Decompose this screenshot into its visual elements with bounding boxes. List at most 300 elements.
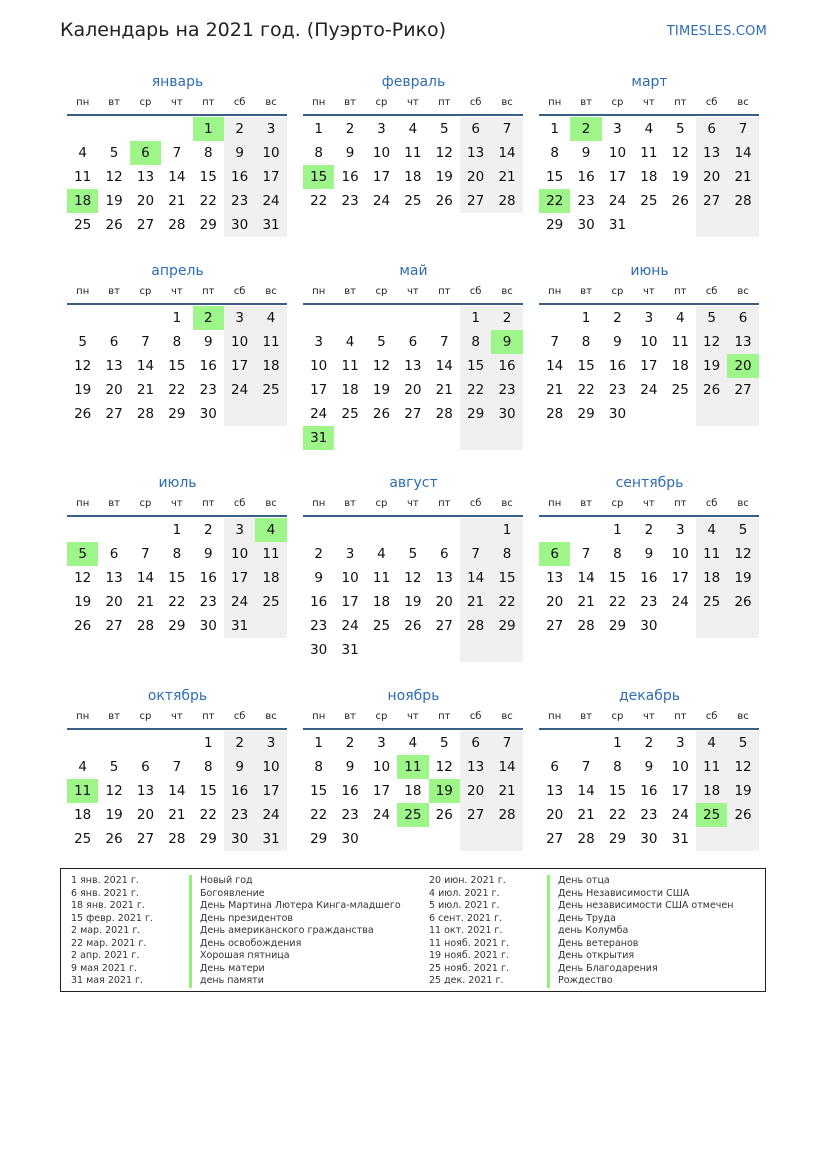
day-cell: 9 — [644, 759, 654, 775]
day-cell: 18 — [372, 594, 391, 610]
month-name: декабрь — [618, 688, 681, 704]
day-cell: 16 — [310, 594, 328, 610]
month-name: август — [389, 475, 438, 491]
day-cell: 25 — [255, 590, 286, 614]
day-cell: 21 — [168, 807, 186, 823]
month-4 — [67, 261, 288, 426]
day-cell: 29 — [608, 831, 627, 847]
day-cell: 8 — [613, 759, 622, 775]
month-name: февраль — [381, 74, 446, 90]
day-cell: 11 — [255, 542, 286, 566]
day-cell: 2 — [203, 522, 213, 538]
day-cell: 3 — [675, 522, 685, 538]
weekday-label: ср — [611, 97, 624, 108]
weekday-label: вт — [580, 711, 592, 722]
day-cell: 19 — [696, 354, 727, 378]
empty-cell — [727, 827, 758, 851]
day-cell: 19 — [727, 566, 758, 590]
day-cell: 17 — [224, 354, 255, 378]
day-cell: 29 — [310, 831, 328, 847]
day-cell: 11 — [74, 169, 92, 185]
weekday-label: чт — [407, 97, 419, 108]
empty-cell — [429, 426, 460, 450]
day-cell: 20 — [136, 193, 155, 209]
day-cell: 2 — [644, 522, 654, 538]
empty-cell — [98, 306, 129, 330]
empty-cell — [727, 402, 758, 426]
day-cell: 27 — [546, 618, 564, 634]
day-cell: 18 — [255, 566, 286, 590]
empty-cell — [334, 426, 365, 450]
holiday-day-cell: 25 — [696, 803, 727, 827]
day-cell: 17 — [255, 779, 286, 803]
day-cell: 16 — [224, 779, 255, 803]
day-cell: 26 — [727, 590, 758, 614]
day-cell: 20 — [460, 779, 491, 803]
day-cell: 4 — [345, 334, 355, 350]
header-divider — [303, 303, 523, 305]
day-cell: 9 — [224, 755, 255, 779]
day-cell: 6 — [109, 334, 119, 350]
day-cell: 18 — [404, 783, 422, 799]
weekday-label: вт — [344, 498, 356, 509]
day-cell: 18 — [74, 807, 92, 823]
month-name: октябрь — [147, 688, 208, 704]
empty-cell — [98, 731, 129, 755]
day-cell: 24 — [341, 618, 359, 634]
holiday-date: 9 мая 2021 г. — [71, 962, 137, 974]
weekday-label: сб — [705, 498, 718, 509]
day-cell: 16 — [640, 570, 658, 586]
day-cell: 21 — [136, 382, 155, 398]
empty-cell — [161, 117, 192, 141]
day-cell: 25 — [74, 831, 92, 847]
day-cell: 12 — [74, 358, 92, 374]
day-cell: 17 — [372, 783, 391, 799]
day-cell: 4 — [675, 310, 685, 326]
day-cell: 15 — [460, 354, 491, 378]
day-cell: 1 — [172, 310, 182, 326]
month-3 — [539, 72, 760, 237]
weekday-label: вт — [344, 711, 356, 722]
day-cell: 5 — [696, 306, 727, 330]
empty-cell — [665, 614, 696, 638]
day-cell: 30 — [341, 831, 359, 847]
day-cell: 7 — [550, 334, 559, 350]
day-cell: 9 — [224, 141, 255, 165]
holiday-date: 19 нояб. 2021 г. — [429, 950, 509, 961]
weekday-label: пт — [438, 286, 451, 297]
weekday-label: чт — [407, 711, 419, 722]
day-cell: 12 — [435, 145, 453, 161]
day-cell: 28 — [460, 614, 491, 638]
weekday-label: вс — [265, 711, 277, 722]
legend-row — [71, 912, 293, 926]
empty-cell — [130, 306, 161, 330]
day-cell: 25 — [671, 382, 689, 398]
day-cell: 8 — [203, 145, 213, 161]
day-cell: 22 — [491, 590, 522, 614]
day-cell: 12 — [671, 145, 689, 161]
day-cell: 10 — [224, 330, 255, 354]
day-cell: 10 — [341, 570, 359, 586]
day-cell: 8 — [172, 334, 182, 350]
weekday-label: вс — [501, 498, 513, 509]
day-cell: 13 — [696, 141, 727, 165]
day-cell: 21 — [491, 165, 522, 189]
weekday-label: чт — [171, 97, 183, 108]
day-cell: 26 — [74, 406, 92, 422]
weekday-label: вс — [737, 711, 749, 722]
day-cell: 17 — [671, 783, 689, 799]
day-cell: 5 — [109, 145, 119, 161]
day-cell: 7 — [460, 542, 491, 566]
weekday-label: пн — [548, 286, 562, 297]
weekday-label: сб — [469, 97, 482, 108]
weekday-label: чт — [171, 498, 183, 509]
day-cell: 22 — [168, 594, 186, 610]
day-cell: 31 — [671, 831, 689, 847]
empty-cell — [539, 731, 570, 755]
weekday-label: пт — [674, 97, 687, 108]
day-cell: 7 — [172, 759, 182, 775]
empty-cell — [633, 213, 664, 237]
day-cell: 24 — [255, 189, 286, 213]
day-cell: 3 — [644, 310, 654, 326]
day-cell: 24 — [671, 807, 689, 823]
day-cell: 20 — [546, 807, 564, 823]
day-cell: 19 — [105, 193, 123, 209]
day-cell: 19 — [404, 594, 422, 610]
empty-cell — [491, 827, 522, 851]
day-cell: 26 — [435, 807, 453, 823]
day-cell: 29 — [491, 614, 522, 638]
day-cell: 16 — [577, 169, 595, 185]
day-cell: 24 — [255, 803, 286, 827]
empty-cell — [570, 518, 601, 542]
legend-row — [429, 900, 734, 913]
day-cell: 19 — [435, 169, 453, 185]
day-cell: 25 — [640, 193, 658, 209]
day-cell: 3 — [377, 735, 386, 751]
day-cell: 18 — [696, 779, 727, 803]
day-cell: 8 — [491, 542, 522, 566]
day-cell: 11 — [404, 145, 422, 161]
day-cell: 13 — [727, 330, 758, 354]
day-cell: 10 — [608, 145, 627, 161]
day-cell: 19 — [727, 779, 758, 803]
month-name: май — [399, 263, 428, 279]
day-cell: 10 — [224, 542, 255, 566]
day-cell: 8 — [613, 546, 622, 562]
weekday-label: ср — [611, 286, 624, 297]
weekday-label: вс — [265, 97, 277, 108]
weekday-label: сб — [705, 286, 718, 297]
day-cell: 19 — [74, 594, 92, 610]
empty-cell — [727, 614, 758, 638]
day-cell: 14 — [460, 566, 491, 590]
day-cell: 7 — [581, 759, 591, 775]
holiday-name: Богоявление — [189, 888, 265, 901]
holiday-day-cell: 2 — [570, 117, 601, 141]
holiday-name: день Колумба — [547, 925, 628, 938]
day-cell: 29 — [168, 618, 186, 634]
day-cell: 12 — [696, 330, 727, 354]
day-cell: 27 — [404, 406, 422, 422]
day-cell: 23 — [199, 594, 217, 610]
day-cell: 1 — [550, 121, 559, 137]
weekday-label: ср — [139, 711, 152, 722]
day-cell: 9 — [644, 546, 654, 562]
holiday-name: День Мартина Лютера Кинга-младшего — [189, 900, 401, 913]
day-cell: 11 — [696, 542, 727, 566]
day-cell: 30 — [608, 406, 627, 422]
day-cell: 25 — [255, 378, 286, 402]
day-cell: 17 — [255, 165, 286, 189]
legend-row — [429, 912, 616, 926]
holiday-name: День американского гражданства — [189, 925, 374, 938]
weekday-label: пн — [76, 97, 90, 108]
day-cell: 17 — [671, 570, 689, 586]
day-cell: 28 — [136, 406, 155, 422]
header-divider — [539, 303, 759, 305]
day-cell: 6 — [696, 117, 727, 141]
day-cell: 29 — [608, 618, 627, 634]
month-1 — [67, 72, 288, 237]
day-cell: 21 — [491, 779, 522, 803]
site-link[interactable]: TIMESLES.COM — [666, 24, 767, 39]
legend-row — [429, 950, 635, 963]
day-cell: 8 — [314, 145, 323, 161]
day-cell: 17 — [372, 169, 391, 185]
empty-cell — [334, 306, 365, 330]
empty-cell — [98, 518, 129, 542]
holiday-date: 11 окт. 2021 г. — [429, 925, 503, 936]
day-cell: 15 — [546, 169, 564, 185]
day-cell: 12 — [727, 542, 758, 566]
day-cell: 30 — [640, 831, 658, 847]
day-cell: 27 — [460, 189, 491, 213]
day-cell: 22 — [199, 807, 217, 823]
day-cell: 28 — [168, 831, 186, 847]
day-cell: 24 — [224, 590, 255, 614]
month-name: ноябрь — [387, 688, 440, 704]
weekday-label: ср — [139, 286, 152, 297]
day-cell: 11 — [372, 570, 391, 586]
weekday-label: пт — [438, 97, 451, 108]
weekday-label: пт — [202, 498, 215, 509]
day-cell: 6 — [727, 306, 758, 330]
day-cell: 19 — [372, 382, 391, 398]
day-cell: 14 — [491, 755, 522, 779]
day-cell: 30 — [491, 402, 522, 426]
day-cell: 14 — [136, 570, 155, 586]
empty-cell — [397, 518, 428, 542]
month-2 — [303, 72, 524, 213]
weekday-label: чт — [407, 498, 419, 509]
day-cell: 14 — [577, 570, 595, 586]
day-cell: 6 — [439, 546, 449, 562]
day-cell: 30 — [224, 213, 255, 237]
day-cell: 12 — [404, 570, 422, 586]
day-cell: 21 — [727, 165, 758, 189]
day-cell: 26 — [727, 803, 758, 827]
holiday-day-cell: 31 — [303, 426, 334, 450]
day-cell: 22 — [608, 807, 627, 823]
day-cell: 18 — [696, 566, 727, 590]
empty-cell — [397, 827, 428, 851]
weekday-label: вс — [265, 498, 277, 509]
weekday-label: сб — [705, 97, 718, 108]
day-cell: 14 — [435, 358, 453, 374]
day-cell: 6 — [109, 546, 119, 562]
day-cell: 10 — [671, 546, 689, 562]
day-cell: 23 — [224, 189, 255, 213]
day-cell: 27 — [136, 217, 155, 233]
day-cell: 15 — [577, 358, 595, 374]
day-cell: 24 — [372, 193, 391, 209]
weekday-label: пн — [548, 498, 562, 509]
day-cell: 15 — [199, 169, 217, 185]
weekday-label: пн — [312, 286, 326, 297]
holiday-name: День президентов — [189, 913, 293, 926]
day-cell: 4 — [696, 518, 727, 542]
day-cell: 26 — [74, 618, 92, 634]
day-cell: 5 — [78, 334, 87, 350]
empty-cell — [429, 638, 460, 662]
day-cell: 1 — [172, 522, 182, 538]
day-cell: 1 — [460, 306, 491, 330]
empty-cell — [303, 518, 334, 542]
day-cell: 25 — [696, 590, 727, 614]
weekday-label: ср — [139, 97, 152, 108]
day-cell: 12 — [74, 570, 92, 586]
day-cell: 17 — [608, 169, 627, 185]
weekday-label: вт — [108, 286, 120, 297]
day-cell: 5 — [675, 121, 685, 137]
day-cell: 7 — [439, 334, 449, 350]
weekday-label: вт — [580, 286, 592, 297]
holiday-legend — [60, 868, 766, 992]
holiday-date: 25 нояб. 2021 г. — [429, 962, 509, 974]
empty-cell — [727, 213, 758, 237]
day-cell: 20 — [105, 382, 123, 398]
day-cell: 26 — [105, 217, 123, 233]
day-cell: 20 — [435, 594, 453, 610]
month-5 — [303, 261, 524, 450]
day-cell: 18 — [341, 382, 359, 398]
day-cell: 1 — [613, 522, 622, 538]
day-cell: 15 — [310, 783, 328, 799]
weekday-label: вт — [344, 97, 356, 108]
day-cell: 16 — [491, 354, 522, 378]
weekday-label: вт — [580, 498, 592, 509]
empty-cell — [491, 638, 522, 662]
weekday-label: пт — [674, 498, 687, 509]
empty-cell — [460, 518, 491, 542]
day-cell: 13 — [460, 755, 491, 779]
weekday-label: сб — [233, 498, 246, 509]
holiday-date: 20 июн. 2021 г. — [429, 875, 506, 886]
day-cell: 28 — [727, 189, 758, 213]
holiday-date: 2 апр. 2021 г. — [71, 950, 140, 961]
day-cell: 29 — [460, 402, 491, 426]
day-cell: 25 — [404, 193, 422, 209]
day-cell: 3 — [675, 735, 685, 751]
day-cell: 3 — [613, 121, 622, 137]
day-cell: 8 — [203, 759, 213, 775]
month-name: март — [631, 74, 668, 90]
day-cell: 5 — [439, 121, 449, 137]
holiday-name: День Труда — [547, 913, 616, 926]
day-cell: 22 — [608, 594, 627, 610]
day-cell: 17 — [224, 566, 255, 590]
day-cell: 16 — [640, 783, 658, 799]
holiday-day-cell: 20 — [727, 354, 758, 378]
day-cell: 5 — [377, 334, 386, 350]
day-cell: 3 — [255, 731, 286, 755]
day-cell: 2 — [644, 735, 654, 751]
day-cell: 1 — [491, 518, 522, 542]
holiday-day-cell: 19 — [429, 779, 460, 803]
day-cell: 7 — [491, 117, 522, 141]
header-divider — [67, 728, 287, 730]
legend-row — [429, 962, 658, 976]
empty-cell — [429, 306, 460, 330]
weekday-label: сб — [469, 286, 482, 297]
holiday-date: 11 нояб. 2021 г. — [429, 937, 509, 949]
holiday-day-cell: 25 — [397, 803, 428, 827]
weekday-label: вс — [501, 711, 513, 722]
day-cell: 13 — [435, 570, 453, 586]
day-cell: 2 — [491, 306, 522, 330]
day-cell: 27 — [435, 618, 453, 634]
day-cell: 4 — [255, 306, 286, 330]
holiday-day-cell: 11 — [397, 755, 428, 779]
holiday-date: 1 янв. 2021 г. — [71, 875, 139, 886]
weekday-label: пн — [312, 97, 326, 108]
day-cell: 11 — [341, 358, 359, 374]
day-cell: 27 — [460, 803, 491, 827]
day-cell: 15 — [199, 783, 217, 799]
day-cell: 30 — [199, 406, 217, 422]
day-cell: 20 — [460, 165, 491, 189]
legend-row — [429, 937, 639, 951]
day-cell: 28 — [168, 217, 186, 233]
weekday-label: пт — [438, 711, 451, 722]
day-cell: 21 — [136, 594, 155, 610]
day-cell: 26 — [435, 193, 453, 209]
day-cell: 8 — [581, 334, 591, 350]
day-cell: 4 — [78, 145, 87, 161]
day-cell: 5 — [109, 759, 119, 775]
empty-cell — [429, 518, 460, 542]
weekday-label: вс — [501, 286, 513, 297]
legend-row — [71, 875, 253, 888]
holiday-day-cell: 4 — [255, 518, 286, 542]
empty-cell — [67, 117, 98, 141]
day-cell: 9 — [203, 334, 213, 350]
holiday-name: День открытия — [547, 950, 634, 963]
holiday-day-cell: 9 — [491, 330, 522, 354]
day-cell: 26 — [105, 831, 123, 847]
legend-row — [71, 950, 290, 963]
day-cell: 5 — [727, 731, 758, 755]
day-cell: 7 — [491, 731, 522, 755]
empty-cell — [539, 306, 570, 330]
day-cell: 21 — [168, 193, 186, 209]
holiday-date: 18 янв. 2021 г. — [71, 900, 145, 911]
